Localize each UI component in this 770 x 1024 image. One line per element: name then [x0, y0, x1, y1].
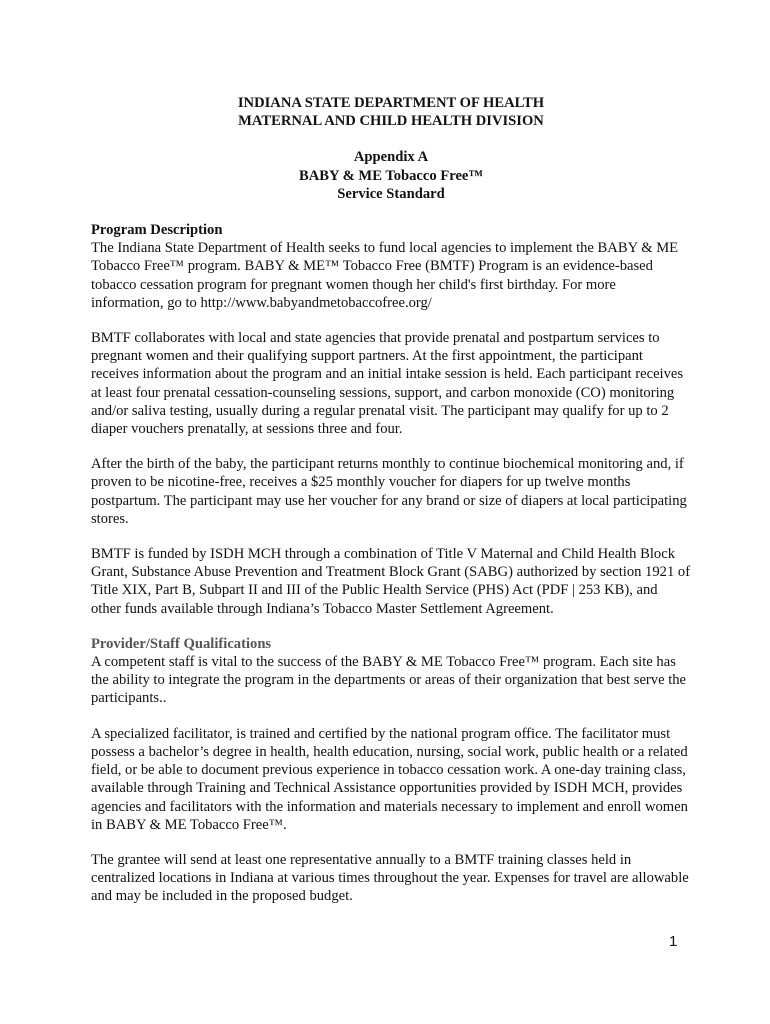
division-title: MATERNAL AND CHILD HEALTH DIVISION	[238, 113, 544, 130]
paragraph: BMTF is funded by ISDH MCH through a combination of Title V Maternal and Child Health Block Grant, Substance Abuse Prevention and Treatment Block Grant (SABG) authorized by section 1921 of Title XIX, Part B, Subpart II and III of the Public Health Service (PHS) Act (PDF | 253 KB), and other funds available through Indiana’s Tobacco Master Settlement Agreement.	[91, 546, 691, 617]
program-title: BABY & ME Tobacco Free™	[298, 167, 484, 184]
appendix-title: Appendix A	[353, 149, 429, 166]
paragraph: BMTF collaborates with local and state agencies that provide prenatal and postpartum services to pregnant women and their qualifying support partners. At the first appointment, the participant receives information about the program and an initial intake session is held. Each participant receives at least four prenatal cessation-counseling sessions, support, and carbon monoxide (CO) monitoring and/or saliva testing, usually during a regular prenatal visit. The participant may qualify for up to 2 diaper vouchers prenatally, at sessions three and four.	[91, 330, 684, 438]
agency-title: INDIANA STATE DEPARTMENT OF HEALTH	[237, 95, 545, 111]
provider-staff-heading: Provider/Staff Qualifications	[91, 635, 272, 652]
standard-title: Service Standard	[337, 185, 445, 202]
page-number: 1	[669, 933, 678, 950]
program-description-section	[91, 221, 691, 618]
paragraph: A specialized facilitator, is trained and certified by the national program office. The facilitator must possess a bachelor’s degree in health, health education, nursing, social work, public health or a related field, or be able to document previous experience in tobacco cessation work. A one-day training class, available through Training and Technical Assistance opportunities provided by ISDH MCH, provides agencies and facilitators with the information and materials necessary to implement and enroll women in BABY & ME Tobacco Free™.	[91, 725, 688, 833]
program-description-heading: Program Description	[91, 222, 223, 239]
paragraph: After the birth of the baby, the participant returns monthly to continue biochemical monitoring and, if proven to be nicotine-free, receives a $25 monthly voucher for diapers for up twelve months postpartum. The participant may use her voucher for any brand or size of diapers at local participating stores.	[91, 456, 687, 527]
provider-staff-section	[91, 635, 691, 906]
paragraph: A competent staff is vital to the success of the BABY & ME Tobacco Free™ program. Each site has the ability to integrate the program in the departments or areas of their organization that best serve the participants..	[91, 654, 687, 707]
paragraph: The Indiana State Department of Health seeks to fund local agencies to implement the BABY & ME Tobacco Free™ program. BABY & ME™ Tobacco Free (BMTF) Program is an evidence-based tobacco cessation program for pregnant women though her child's first birthday. For more information, go to http://www.babyandmetobaccofree.org/	[91, 240, 679, 311]
document-header	[91, 94, 691, 203]
paragraph: The grantee will send at least one representative annually to a BMTF training classes held in centralized locations in Indiana at various times throughout the year. Expenses for travel are allowable and may be included in the proposed budget.	[91, 851, 689, 905]
document-page	[91, 94, 691, 906]
